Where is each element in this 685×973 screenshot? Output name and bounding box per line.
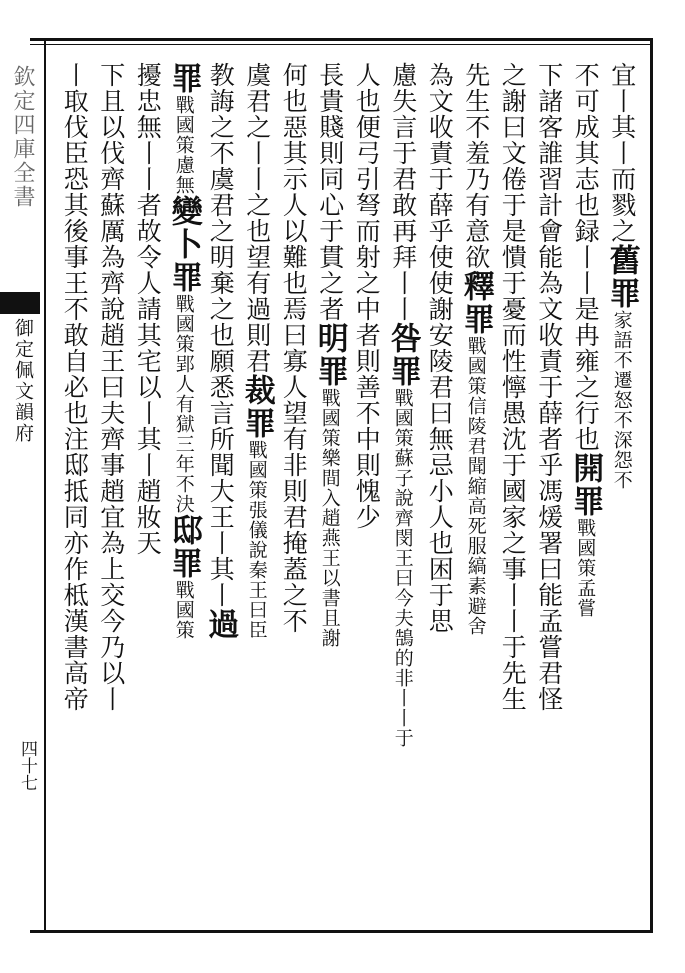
text-segment: 戰國策信陵君聞縮高死服縞素避舍	[464, 336, 487, 636]
right-border	[650, 38, 653, 933]
text-column	[278, 62, 308, 922]
text-segment: 戰國策樂間入趙燕王以書且謝	[318, 388, 341, 648]
headword: 咎罪	[384, 322, 421, 388]
text-segment: 戰國策慮無	[172, 95, 195, 195]
book-title: 御定佩文韻府	[12, 318, 34, 444]
margin-strip	[0, 35, 44, 940]
text-segment: 戰國策	[172, 580, 195, 640]
text-segment: 長貴賤則同心于貫之者	[315, 62, 345, 322]
text-column	[238, 62, 275, 922]
text-column	[384, 62, 421, 922]
folio-number: 四十七	[17, 740, 37, 791]
text-column	[567, 62, 604, 922]
headword: 卜罪	[165, 228, 202, 294]
headword: 罪	[165, 62, 202, 95]
text-segment: 敢再拜丨丨	[388, 192, 418, 322]
text-segment: 何也惡其示人以難也	[279, 62, 309, 296]
text-segment: 為文收責于薛乎	[425, 62, 455, 244]
headword: 開罪	[567, 452, 604, 518]
headword: 釋罪	[457, 270, 494, 336]
text-column	[202, 62, 239, 922]
text-column	[424, 62, 454, 922]
text-segment: 使使謝安陵君曰無忌小人也困于思	[425, 244, 455, 634]
text-segment: 願悉言所聞大王丨其丨	[206, 348, 236, 608]
text-segment: 下諸客誰習計會能為文收責于薛者乎馮煖署曰能孟嘗君怪	[534, 62, 564, 712]
text-segment: 先生不羞乃有意欲	[461, 62, 491, 270]
text-segment: 宜丨其丨而戮之	[607, 62, 637, 244]
text-column	[165, 62, 202, 922]
text-column	[497, 62, 527, 922]
text-segment: 擾忠無丨丨	[133, 62, 163, 192]
bottom-border	[30, 930, 650, 933]
text-segment: 下且以伐齊蘇厲為齊說趙王曰夫齊事趙宜為上交今乃以丨	[96, 62, 126, 712]
text-segment: 家語不遷怒不深怨不	[610, 310, 633, 490]
headword: 變	[165, 195, 202, 228]
text-segment: 趙妝天	[133, 478, 163, 556]
text-segment: 虞君之丨丨之也望有過則君	[242, 62, 272, 374]
headword: 舊罪	[603, 244, 640, 310]
text-column	[457, 62, 494, 922]
text-segment: 之謝曰文倦于是憒于憂而性懧愚沈于國家之事丨丨于先生	[498, 62, 528, 712]
text-segment: 慮失言于君	[388, 62, 418, 192]
text-segment: 者故令人請其宅以丨其丨	[133, 192, 163, 478]
top-border	[30, 38, 650, 41]
left-border	[44, 38, 46, 933]
text-segment: 不可成其志也	[571, 62, 601, 218]
margin-top-fragment: 欽定四庫全書	[10, 65, 35, 209]
text-segment: 教誨之不虞君之明棄之也	[206, 62, 236, 348]
text-segment: 戰國策蘇子說齊閔王曰今夫鵠的非丨丨于	[391, 388, 414, 748]
text-column	[132, 62, 162, 922]
headword: 裁罪	[238, 374, 275, 440]
text-column	[96, 62, 126, 922]
text-segment: 人也便弓引弩而射之中者則善不中則愧少	[352, 62, 382, 530]
text-column	[311, 62, 348, 922]
text-column	[603, 62, 640, 922]
headword: 邸罪	[165, 514, 202, 580]
text-column	[534, 62, 564, 922]
fish-tail-mark	[0, 292, 40, 314]
text-segment: 戰國策張儀說秦王曰臣	[245, 440, 268, 640]
text-segment: 丨取伐臣恐其後事王不敢自必也注邸抵同亦作柢漢書高帝	[60, 62, 90, 712]
headword: 明罪	[311, 322, 348, 388]
text-segment: 焉曰寡人望有非則君掩蓋之不	[279, 296, 309, 634]
top-border-inner	[30, 44, 650, 45]
headword: 過	[202, 608, 239, 641]
text-column	[59, 62, 89, 922]
text-column	[351, 62, 381, 922]
text-segment: 戰國策郢人有獄三年不決	[172, 294, 195, 514]
text-segment: 戰國策孟嘗	[574, 518, 597, 618]
text-segment: 録丨丨是冉雍之行也	[571, 218, 601, 452]
